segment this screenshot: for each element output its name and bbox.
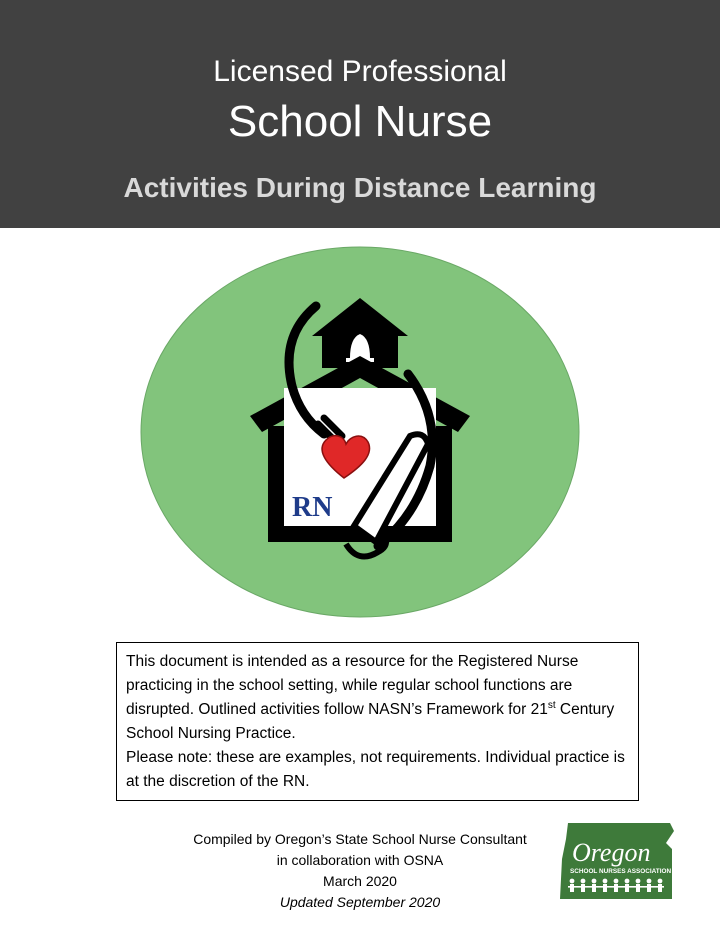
osna-org-name: SCHOOL NURSES ASSOCIATION [570, 868, 672, 875]
subtitle: Activities During Distance Learning [123, 172, 597, 203]
schoolhouse-stethoscope-heart-icon [140, 246, 580, 618]
oregon-state-icon [558, 819, 678, 903]
school-nurse-logo [140, 246, 580, 618]
notice-purpose-tail: Century School Nursing Practice. [126, 701, 615, 742]
notice-box [116, 642, 639, 801]
compiled-by: Compiled by Oregon’s State School Nurse Consultant [193, 831, 527, 847]
credits [190, 829, 530, 913]
title-line-2: School Nurse [227, 97, 493, 146]
rn-badge: RN [292, 492, 333, 523]
title-line-1: Licensed Professional [213, 55, 507, 88]
notice-purpose [126, 650, 630, 746]
collaboration: in collaboration with OSNA [276, 852, 444, 868]
notice-disclaimer: Please note: these are examples, not requirements. Individual practice is at the discretion of the RN. [126, 749, 625, 790]
schoolhouse-left-wall [268, 426, 284, 536]
ordinal-suffix: st [547, 699, 556, 711]
updated-date: Updated September 2020 [279, 894, 441, 910]
notice-purpose-text: This document is intended as a resource for the Registered Nurse practicing in the school setting, while regular school functions are disrupted. Outlined activities follow NASN’s Framework for 21 [126, 653, 579, 718]
publish-date: March 2020 [323, 873, 397, 889]
schoolhouse-right-wall [436, 426, 452, 536]
title-banner [0, 0, 720, 228]
osna-wordmark: Oregon [572, 838, 651, 867]
people-chain-icon [568, 879, 664, 892]
osna-logo [558, 819, 678, 903]
